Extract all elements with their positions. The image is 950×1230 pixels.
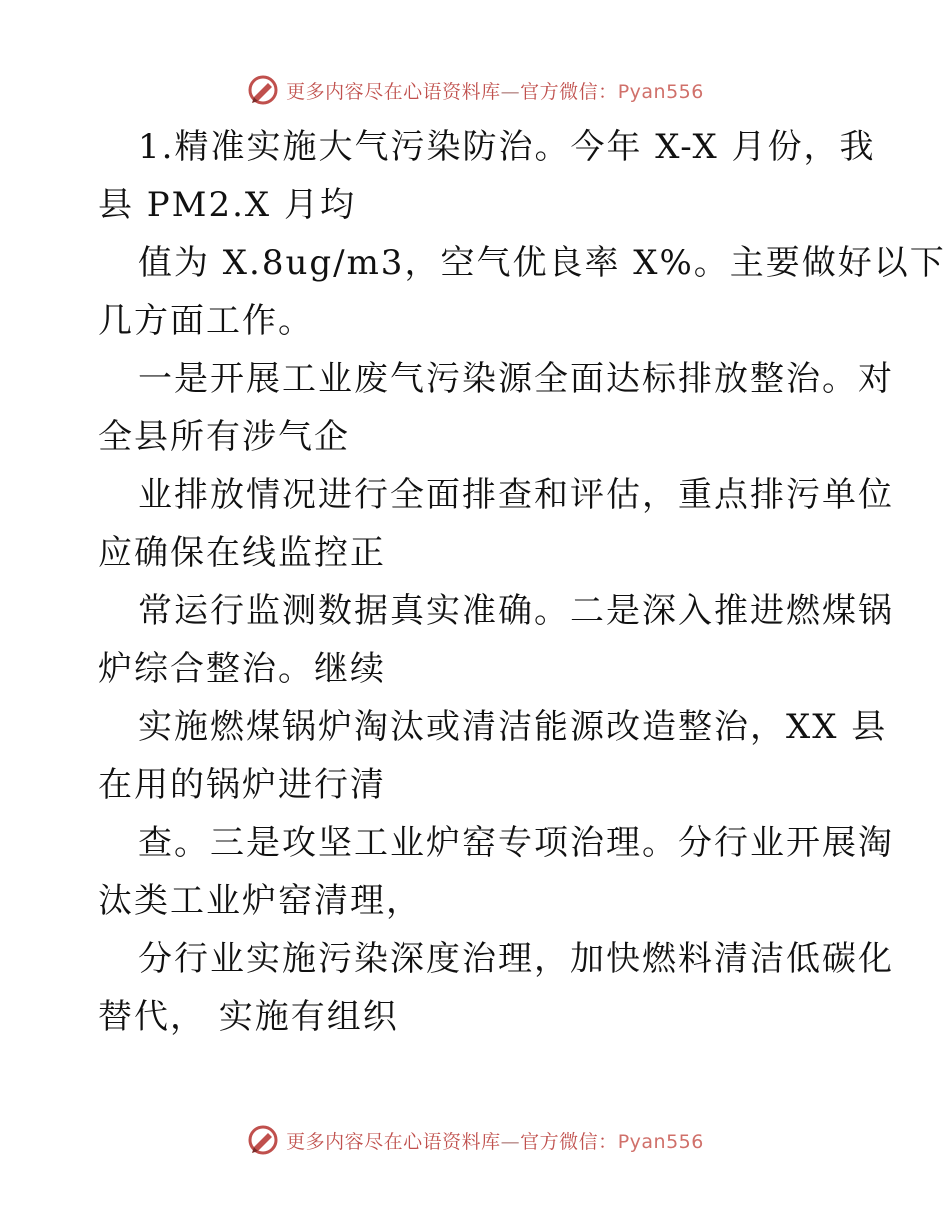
watermark-wechat-id: Pyan556 (617, 80, 704, 103)
footer-watermark (0, 1120, 950, 1160)
paragraph-first-line: 值为 X.8ug/m3，空气优良率 X%。主要做好以下 (138, 243, 946, 283)
paragraph-second-line: 几方面工作。 (98, 301, 314, 341)
paragraph (98, 118, 876, 234)
paragraph (98, 582, 894, 698)
paragraph-second-line: 县 PM2.X 月均 (98, 185, 356, 225)
watermark-group (246, 73, 704, 107)
watermark-site: 更多内容尽在心语资料库 (286, 1130, 501, 1153)
watermark-site: 更多内容尽在心语资料库 (286, 80, 501, 103)
paragraph-first-line: 常运行监测数据真实准确。二是深入推进燃煤锅 (138, 591, 894, 631)
paragraph-first-line: 实施燃煤锅炉淘汰或清洁能源改造整治，XX 县 (138, 707, 888, 747)
paragraph-second-line: 应确保在线监控正 (98, 533, 386, 573)
pen-logo-icon (246, 1123, 280, 1157)
paragraph-second-line: 炉综合整治。继续 (98, 649, 386, 689)
paragraph (98, 814, 894, 930)
header-watermark (0, 70, 950, 110)
paragraph-first-line: 查。三是攻坚工业炉窑专项治理。分行业开展淘 (138, 823, 894, 863)
watermark-wechat-id: Pyan556 (617, 1130, 704, 1153)
watermark-separator: — (500, 80, 521, 103)
paragraph (98, 930, 894, 1046)
paragraph-first-line: 一是开展工业废气污染源全面达标排放整治。对 (138, 359, 894, 399)
paragraph (98, 350, 894, 466)
watermark-separator: — (500, 1130, 521, 1153)
watermark-wechat-label: 官方微信： (520, 1130, 618, 1153)
watermark-wechat-label: 官方微信： (520, 80, 618, 103)
paragraph (98, 234, 946, 350)
paragraph (98, 466, 894, 582)
paragraph-first-line: 业排放情况进行全面排查和评估，重点排污单位 (138, 475, 894, 515)
watermark-group (246, 1123, 704, 1157)
paragraph-second-line: 全县所有涉气企 (98, 417, 350, 457)
paragraph-second-line: 替代， 实施有组织 (98, 997, 399, 1037)
paragraph-second-line: 汰类工业炉窑清理， (98, 881, 422, 921)
paragraph (98, 698, 888, 814)
watermark-text (286, 77, 704, 104)
paragraph-first-line: 1.精准实施大气污染防治。今年 X-X 月份，我 (138, 127, 876, 167)
pen-logo-icon (246, 73, 280, 107)
document-body (98, 118, 946, 1046)
watermark-text (286, 1127, 704, 1154)
paragraph-second-line: 在用的锅炉进行清 (98, 765, 386, 805)
paragraph-first-line: 分行业实施污染深度治理，加快燃料清洁低碳化 (138, 939, 894, 979)
